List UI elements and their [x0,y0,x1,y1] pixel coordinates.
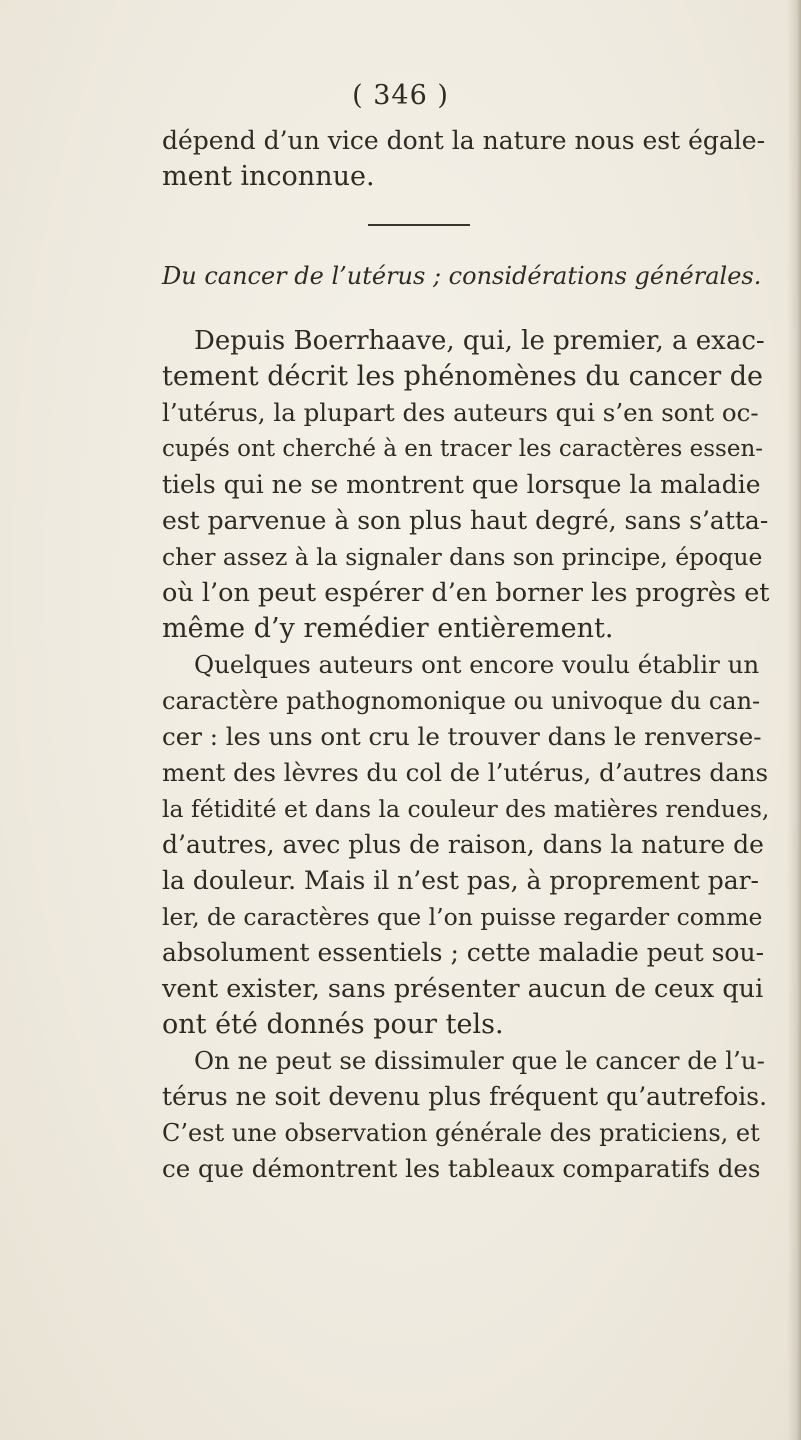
text-line: la douleur. Mais il n’est pas, à proprement par- [162,866,760,895]
text-line: tiels qui ne se montrent que lorsque la maladie [162,470,761,499]
section-heading: Du cancer de l’utérus ; considérations générales. [162,262,762,290]
section-divider [368,224,470,226]
text-line: ment inconnue. [162,161,375,192]
text-line: cer : les uns ont cru le trouver dans le renverse- [162,722,762,751]
text-line: la fétidité et dans la couleur des matières rendues, [162,795,770,823]
text-line: vent exister, sans présenter aucun de ceux qui [162,974,764,1004]
paragraph-start-line: On ne peut se dissimuler que le cancer de l’u- [194,1046,765,1075]
text-line: caractère pathognomonique ou univoque du can- [162,687,761,715]
text-line: ont été donnés pour tels. [162,1009,504,1040]
paragraph-start-line: Quelques auteurs ont encore voulu établir un [194,650,760,679]
text-line: tement décrit les phénomènes du cancer de [162,361,764,392]
text-line: d’autres, avec plus de raison, dans la nature de [162,830,764,859]
text-line: où l’on peut espérer d’en borner les progrès et [162,578,770,608]
page-number: ( 346 ) [352,80,449,111]
text-line: C’est une observation générale des praticiens, et [162,1119,760,1147]
text-line: dépend d’un vice dont la nature nous est égale- [162,126,766,155]
text-line: cupés ont cherché à en tracer les caractères essen- [162,436,764,462]
text-line: ler, de caractères que l’on puisse regarder comme [162,903,763,931]
text-line: absolument essentiels ; cette maladie peut sou- [162,938,765,967]
paragraph-start-line: Depuis Boerrhaave, qui, le premier, a exac- [194,326,765,356]
page-edge-shadow [787,0,801,1440]
text-line: cher assez à la signaler dans son principe, époque [162,543,763,571]
text-line: ce que démontrent les tableaux comparatifs des [162,1154,761,1183]
text-line: est parvenue à son plus haut degré, sans s’atta- [162,506,769,535]
text-line: l’utérus, la plupart des auteurs qui s’en sont oc- [162,398,759,427]
text-line: térus ne soit devenu plus fréquent qu’autrefois. [162,1082,768,1111]
text-line: même d’y remédier entièrement. [162,613,614,644]
text-line: ment des lèvres du col de l’utérus, d’autres dans [162,758,769,787]
